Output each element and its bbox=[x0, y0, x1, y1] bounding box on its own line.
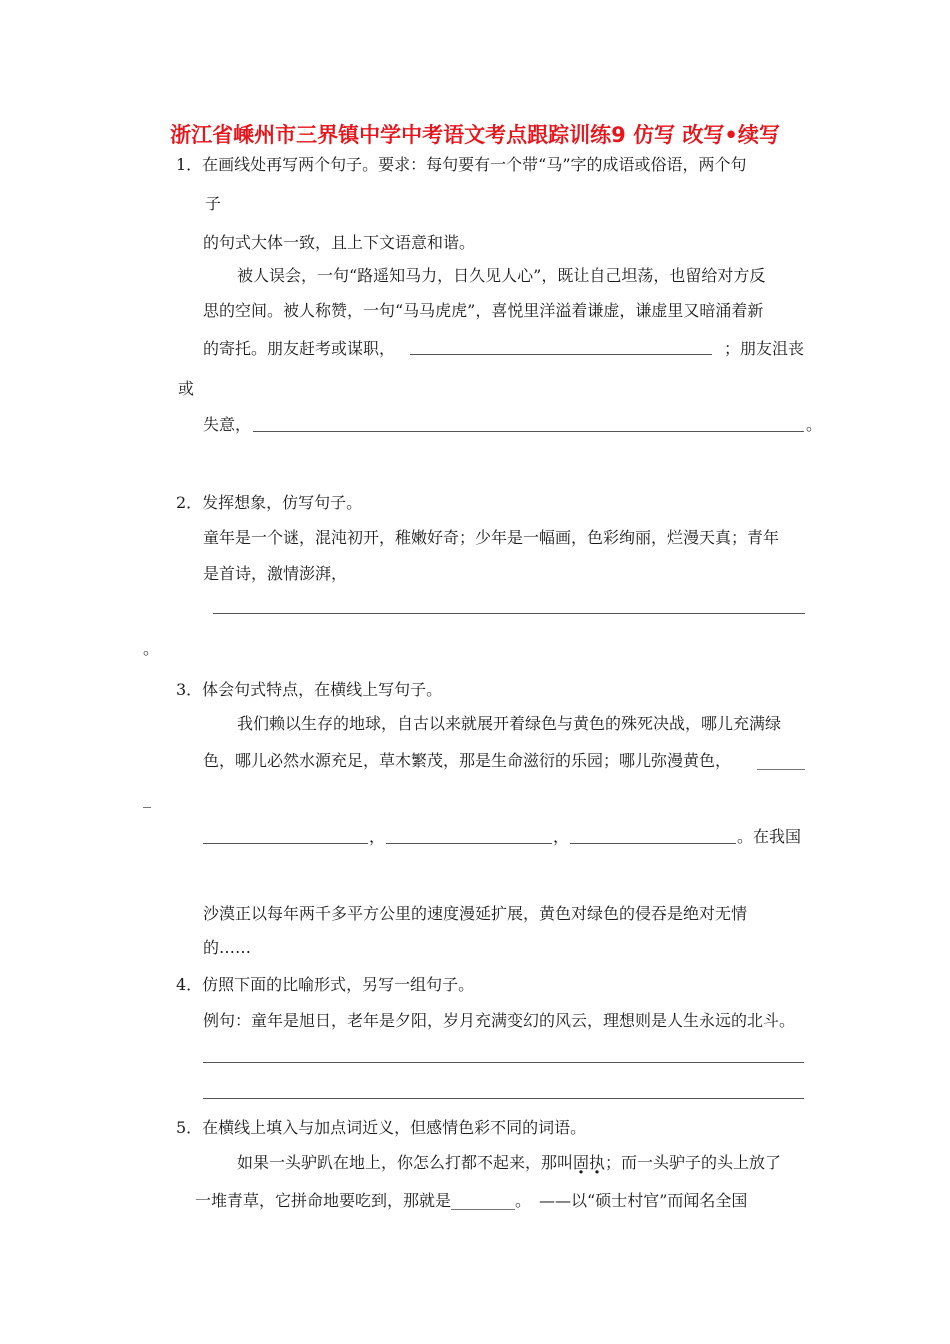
q2-end-mark: 。 bbox=[143, 639, 160, 658]
q1-answer-line-2[interactable] bbox=[253, 431, 804, 432]
q1-passage-line2: 思的空间。被人称赞，一句“马马虎虎”，喜悦里洋溢着谦虚，谦虚里又暗涌着新 bbox=[203, 301, 764, 320]
q1-passage-line4: 或 bbox=[178, 379, 195, 398]
document-title: 浙江省嵊州市三界镇中学中考语文考点跟踪训练9 仿写 改写•续写 bbox=[170, 123, 780, 147]
q4-prompt: 4．仿照下面的比喻形式，另写一组句子。 bbox=[176, 975, 475, 994]
q3-passage-continue: 。在我国 bbox=[737, 827, 802, 846]
q5-passage-line2-end: 。 ——以“硕士村官”而闻名全国 bbox=[515, 1191, 748, 1210]
q3-stray-underscore: _ bbox=[143, 789, 151, 808]
q3-passage-line3: 沙漠正以每年两千多平方公里的速度漫延扩展，黄色对绿色的侵吞是绝对无情 bbox=[203, 904, 748, 923]
q2-prompt: 2．发挥想象，仿写句子。 bbox=[176, 493, 363, 512]
q4-answer-line-2[interactable] bbox=[203, 1098, 804, 1099]
q1-answer-line-1[interactable] bbox=[410, 354, 712, 355]
q2-example-line2: 是首诗，激情澎湃， bbox=[203, 564, 348, 583]
q5-passage-line2 bbox=[195, 1190, 747, 1212]
q5-passage-line2-start: 一堆青草，它拼命地要吃到，那就是 bbox=[195, 1191, 452, 1210]
q5-dotted-char-1: 固 bbox=[573, 1153, 590, 1172]
q1-prompt-wrap: 子 bbox=[205, 194, 222, 213]
q3-blank-start[interactable]: ______ bbox=[757, 751, 805, 770]
q5-passage-line1 bbox=[237, 1152, 781, 1174]
q5-passage-line1-end: ；而一头驴子的头上放了 bbox=[605, 1153, 782, 1172]
q5-passage-line1-start: 如果一头驴趴在地上，你怎么打都不起来，那叫 bbox=[237, 1153, 574, 1172]
q5-prompt: 5．在横线上填入与加点词近义，但感情色彩不同的词语。 bbox=[176, 1118, 587, 1137]
q3-comma-1: ， bbox=[369, 827, 386, 846]
q3-answer-line-1[interactable] bbox=[203, 843, 368, 844]
q3-answer-line-3[interactable] bbox=[570, 843, 736, 844]
q1-passage-line3: 的寄托。朋友赶考或谋职， bbox=[203, 339, 396, 358]
q5-answer-blank[interactable]: ________ bbox=[451, 1191, 516, 1210]
q3-passage-line4: 的…… bbox=[203, 938, 252, 957]
q3-passage-line1: 我们赖以生存的地球，自古以来就展开着绿色与黄色的殊死决战，哪儿充满绿 bbox=[237, 714, 782, 733]
q4-example: 例句：童年是旭日，老年是夕阳，岁月充满变幻的风云，理想则是人生永远的北斗。 bbox=[203, 1011, 796, 1030]
q3-comma-2: ， bbox=[553, 827, 570, 846]
q1-passage-line5: 失意， bbox=[203, 415, 252, 434]
q1-requirement: 的句式大体一致，且上下文语意和谐。 bbox=[203, 233, 476, 252]
q4-answer-line-1[interactable] bbox=[203, 1062, 804, 1063]
q1-end-mark: 。 bbox=[806, 415, 823, 434]
q1-passage-line3-end: ；朋友沮丧 bbox=[724, 339, 805, 358]
q5-dotted-char-2: 执 bbox=[589, 1153, 606, 1172]
q2-example-line1: 童年是一个谜，混沌初开，稚嫩好奇；少年是一幅画，色彩绚丽，烂漫天真；青年 bbox=[203, 528, 780, 547]
q1-passage-line1: 被人误会，一句“路遥知马力，日久见人心”，既让自己坦荡，也留给对方反 bbox=[237, 266, 766, 285]
q3-answer-line-2[interactable] bbox=[386, 843, 552, 844]
q3-passage-line2: 色，哪儿必然水源充足，草木繁茂，那是生命滋衍的乐园；哪儿弥漫黄色， bbox=[203, 751, 732, 770]
q2-answer-line[interactable] bbox=[213, 613, 805, 614]
q3-prompt: 3．体会句式特点，在横线上写句子。 bbox=[176, 680, 443, 699]
q1-prompt: 1．在画线处再写两个句子。要求：每句要有一个带“马”字的成语或俗语，两个句 bbox=[176, 155, 747, 174]
